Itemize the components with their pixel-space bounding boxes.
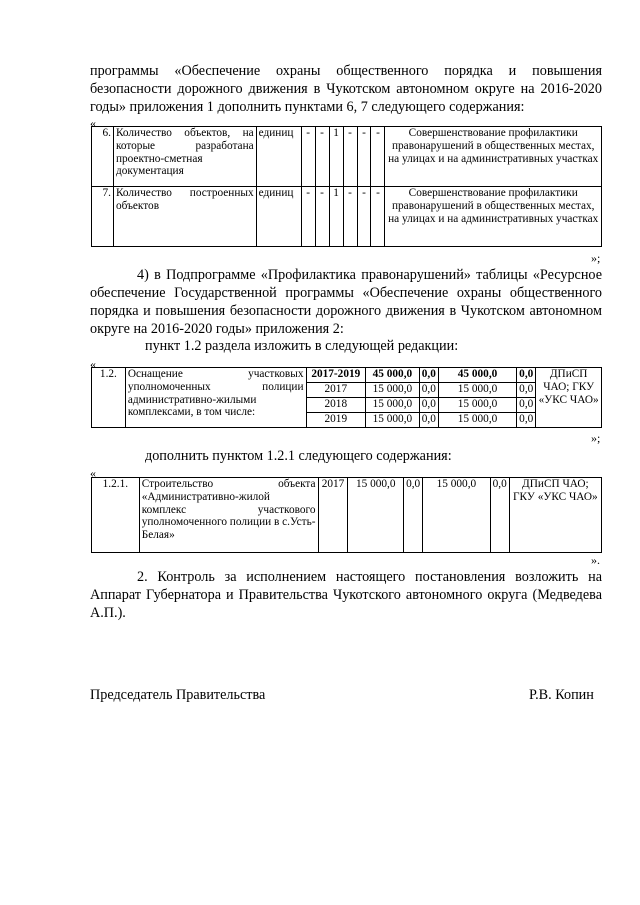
value-cell: 1: [329, 127, 343, 187]
intro-paragraph: программы «Обеспечение охраны общественного порядка и повышения безопасности дорожного движения в Чукотском автономном округе на 2016-2020 годы» приложения 1 дополнить пунктами 6, 7 следующего содержания:: [90, 63, 602, 115]
table2-close-quote: »;: [591, 431, 601, 445]
value-cell: -: [357, 127, 371, 187]
total-cell: 15 000,0: [366, 398, 420, 413]
regional-budget-cell: 15 000,0: [438, 413, 516, 428]
unit-cell: единиц: [256, 187, 301, 247]
total-cell: 45 000,0: [366, 368, 420, 383]
row-number: 7.: [92, 187, 114, 247]
federal-budget-cell: 0,0: [419, 398, 438, 413]
signature-title: Председатель Правительства: [90, 687, 266, 703]
total-cell: 15 000,0: [348, 478, 404, 553]
executor-cell: ДПиСП ЧАО; ГКУ «УКС ЧАО»: [536, 368, 602, 428]
item4-paragraph: 4) в Подпрограмме «Профилактика правонарушений» таблицы «Ресурсное обеспечение Государственной программы «Обеспечение охраны общественного порядка и повышения безопасности дорожного движения в Чукотском автономном округе на 2016-2020 годы» приложения 2:: [90, 267, 602, 337]
value-cell: -: [357, 187, 371, 247]
unit-cell: единиц: [256, 127, 301, 187]
year-cell: 2018: [306, 398, 366, 413]
other-sources-cell: 0,0: [517, 413, 536, 428]
other-sources-cell: 0,0: [517, 368, 536, 383]
table-row: [92, 478, 602, 553]
table2-open-quote: «: [90, 357, 96, 371]
new-item-table: [91, 477, 602, 553]
row-number: 1.2.: [92, 368, 126, 428]
indicator-name: Количество построенных объектов: [113, 187, 256, 247]
year-cell: 2019: [306, 413, 366, 428]
signature-name: Р.В. Копин: [529, 687, 594, 703]
activity-name: Строительство объекта «Административно-жилой комплекс участкового уполномоченного полиции в с.Усть-Белая»: [139, 478, 318, 553]
total-cell: 15 000,0: [366, 413, 420, 428]
table3-close-quote: ».: [591, 553, 600, 567]
resources-table: [91, 367, 602, 428]
federal-budget-cell: 0,0: [419, 413, 438, 428]
regional-budget-cell: 15 000,0: [438, 383, 516, 398]
value-cell: -: [301, 127, 315, 187]
federal-budget-cell: 0,0: [419, 383, 438, 398]
total-cell: 15 000,0: [366, 383, 420, 398]
regional-budget-cell: 15 000,0: [438, 398, 516, 413]
table-row: [92, 368, 602, 383]
federal-budget-cell: 0,0: [419, 368, 438, 383]
executor-cell: ДПиСП ЧАО; ГКУ «УКС ЧАО»: [509, 478, 601, 553]
item12-paragraph: пункт 1.2 раздела изложить в следующей редакции:: [145, 338, 459, 354]
indicator-name: Количество объектов, на которые разработана проектно-сметная документация: [113, 127, 256, 187]
table-row: [92, 187, 602, 247]
other-sources-cell: 0,0: [490, 478, 509, 553]
year-cell: 2017-2019: [306, 368, 366, 383]
row-number: 1.2.1.: [92, 478, 140, 553]
table1-close-quote: »;: [591, 251, 601, 265]
table3-open-quote: «: [90, 466, 96, 480]
federal-budget-cell: 0,0: [404, 478, 423, 553]
value-cell: -: [301, 187, 315, 247]
result-cell: Совершенствование профилактики правонарушений в общественных местах, на улицах и на административных участках: [385, 187, 602, 247]
value-cell: 1: [329, 187, 343, 247]
other-sources-cell: 0,0: [517, 383, 536, 398]
other-sources-cell: 0,0: [517, 398, 536, 413]
activity-name: Оснащение участковых уполномоченных полиции административно-жилыми комплексами, в том числе:: [125, 368, 306, 428]
indicators-table: [91, 126, 602, 247]
regional-budget-cell: 15 000,0: [423, 478, 490, 553]
result-cell: Совершенствование профилактики правонарушений в общественных местах, на улицах и на административных участках: [385, 127, 602, 187]
row-number: 6.: [92, 127, 114, 187]
table1-open-quote: «: [90, 116, 96, 130]
value-cell: -: [343, 187, 357, 247]
value-cell: -: [315, 127, 329, 187]
value-cell: -: [371, 127, 385, 187]
control-paragraph: 2. Контроль за исполнением настоящего постановления возложить на Аппарат Губернатора и Правительства Чукотского автономного округа (Медведева А.П.).: [90, 569, 602, 621]
table-row: [92, 127, 602, 187]
regional-budget-cell: 45 000,0: [438, 368, 516, 383]
item121-paragraph: дополнить пунктом 1.2.1 следующего содержания:: [145, 448, 452, 464]
value-cell: -: [315, 187, 329, 247]
value-cell: -: [371, 187, 385, 247]
year-cell: 2017: [318, 478, 348, 553]
value-cell: -: [343, 127, 357, 187]
year-cell: 2017: [306, 383, 366, 398]
